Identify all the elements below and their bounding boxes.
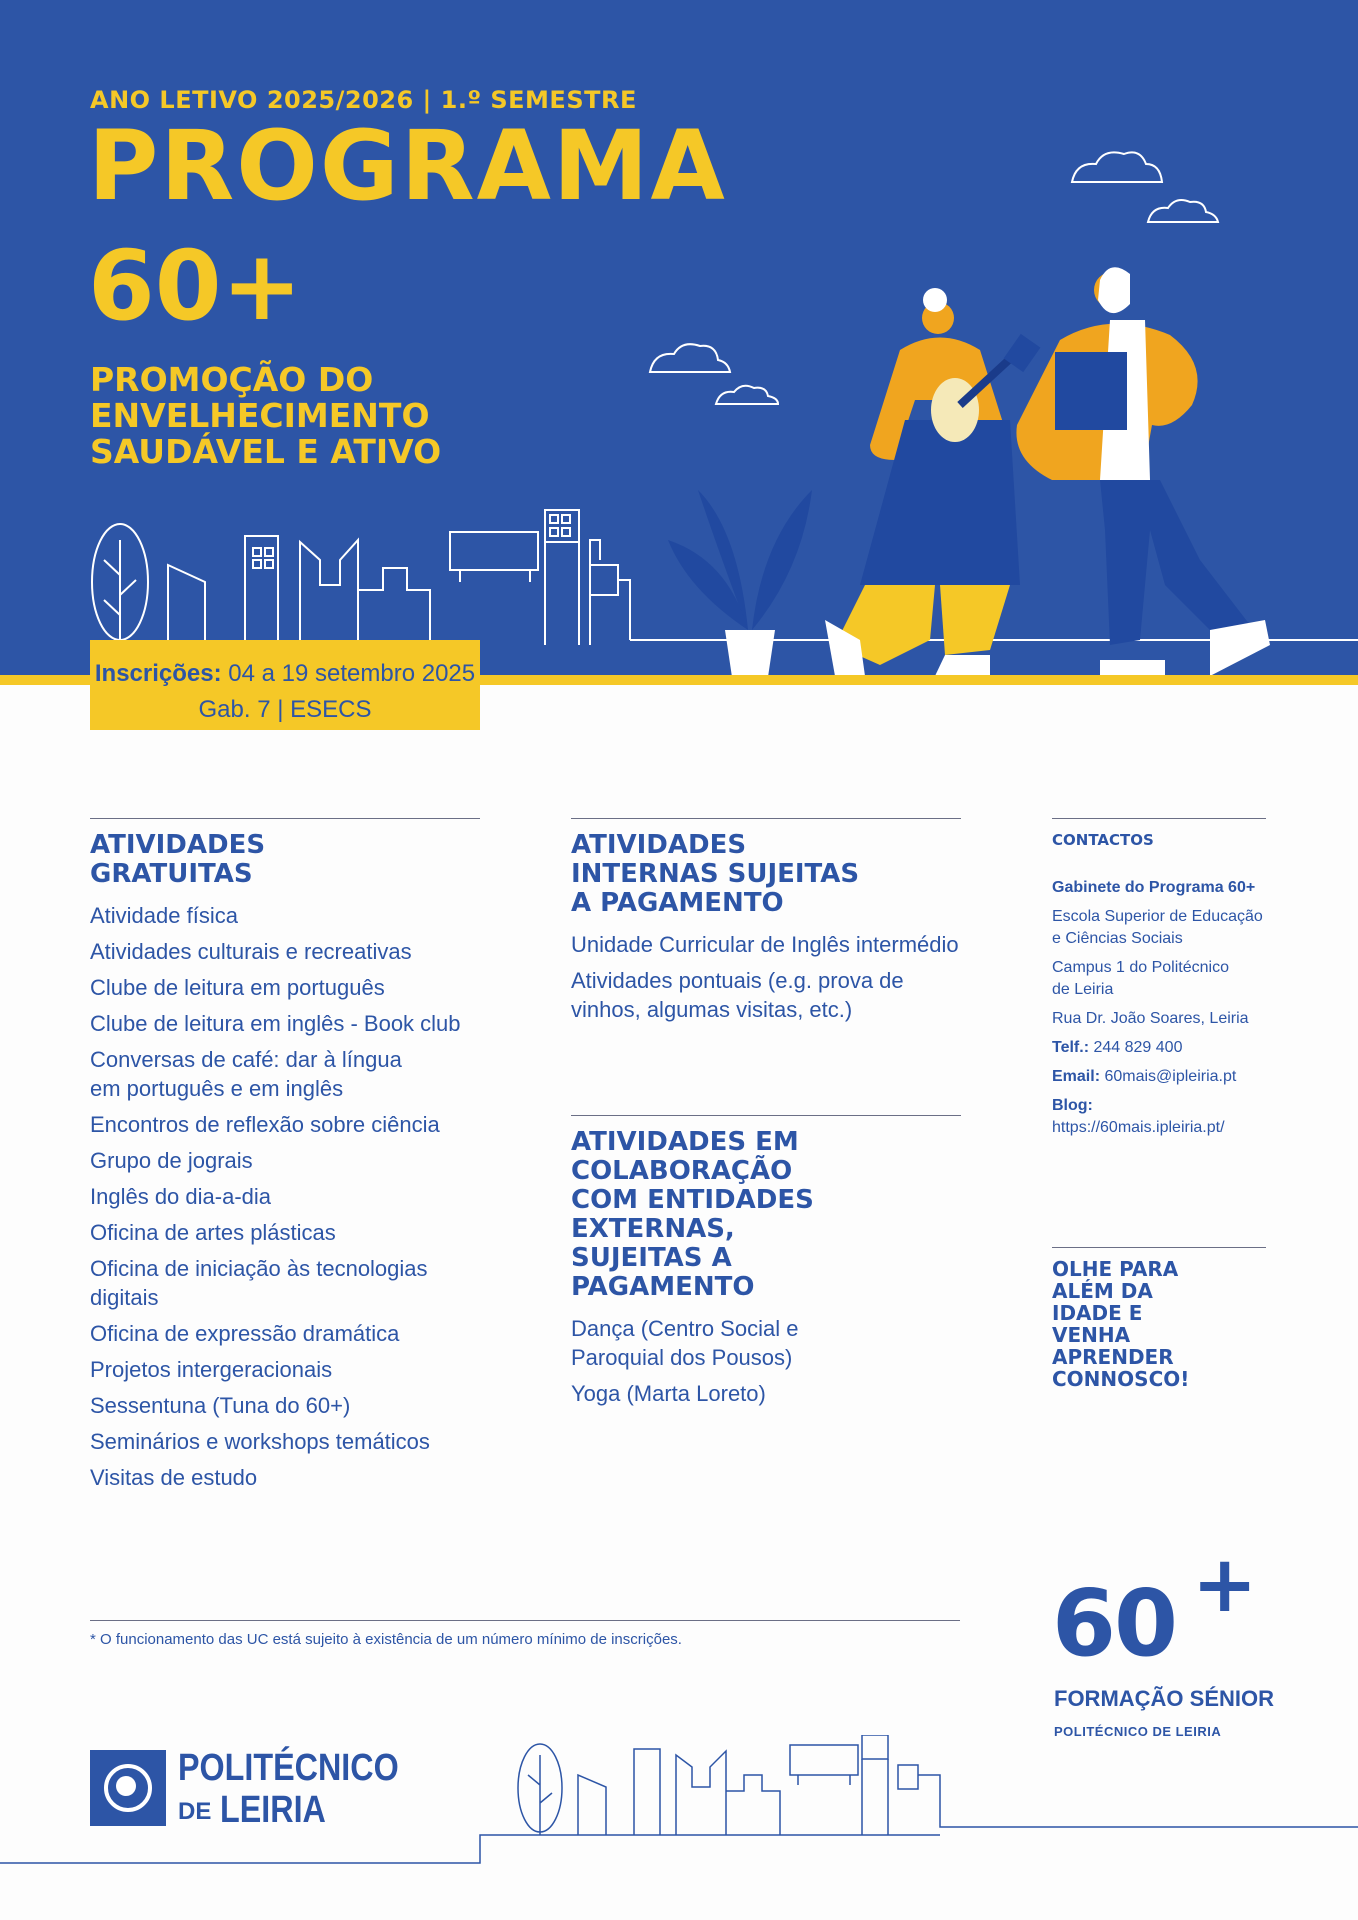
list-item: Atividades pontuais (e.g. prova de vinhos, algumas visitas, etc.) [571,968,904,1022]
heading-line: ATIVIDADES [90,830,266,860]
politecnico-de: DE [178,1798,212,1825]
slogan-line: CONNOSCO! [1052,1367,1190,1391]
slogan-line: VENHA [1052,1323,1131,1347]
heading-line: ATIVIDADES EM [571,1127,799,1157]
politecnico-leiria: LEIRIA [220,1789,326,1831]
slogan-section [1052,1247,1266,1390]
paid-external-heading [571,1128,961,1302]
divider [1052,818,1266,819]
slogan-line: APRENDER [1052,1345,1174,1369]
list-item: Seminários e workshops temáticos [90,1429,430,1454]
heading-line: COM ENTIDADES [571,1185,814,1215]
contacts-blog [1052,1095,1266,1139]
list-item: Sessentuna (Tuna do 60+) [90,1393,351,1418]
contacts-office: Gabinete do Programa 60+ [1052,879,1256,896]
paid-external-section [571,1115,961,1415]
registration-label: Inscrições: [94,660,222,687]
heading-line: INTERNAS SUJEITAS [571,859,860,889]
free-activities-section [90,818,480,1499]
phone-label: Telf.: [1052,1039,1090,1056]
list-item: Clube de leitura em inglês - Book club [90,1011,461,1036]
free-activities-heading [90,831,480,889]
blog-link[interactable]: https://60mais.ipleiria.pt/ [1052,1119,1225,1136]
slogan-line: IDADE E [1052,1301,1143,1325]
subtitle-line: PROMOÇÃO DO [90,360,374,399]
page-title-number: 60+ [88,230,303,342]
divider [571,818,961,819]
divider [90,818,480,819]
footer-skyline-illustration [0,1735,1358,1875]
list-item: Atividades culturais e recreativas [90,939,412,964]
plus-mark: + [1192,1540,1258,1630]
contacts-campus: Campus 1 do Politécnico de Leiria [1052,959,1229,998]
divider [1052,1247,1266,1248]
heading-line: PAGAMENTO [571,1272,755,1302]
heading-line: A PAGAMENTO [571,888,784,918]
contacts-school: Escola Superior de Educação e Ciências Sociais [1052,908,1263,947]
list-item: Oficina de expressão dramática [90,1321,400,1346]
politecnico-name: POLITÉCNICO [178,1747,399,1789]
slogan [1052,1258,1266,1390]
slogan-line: OLHE PARA [1052,1257,1179,1281]
heading-line: GRATUITAS [90,859,253,889]
registration-box [90,640,480,730]
formacao-title: FORMAÇÃO SÉNIOR [1054,1686,1274,1711]
registration-place: Gab. 7 | ESECS [198,696,372,723]
contacts-heading: CONTACTOS [1052,831,1154,849]
list-item: Dança (Centro Social e Paroquial dos Pousos) [571,1316,799,1370]
page-subtitle [90,362,610,470]
list-item: Inglês do dia-a-dia [90,1184,272,1209]
heading-line: EXTERNAS, [571,1214,735,1244]
heading-line: SUJEITAS A [571,1243,732,1273]
email-label: Email: [1052,1068,1101,1085]
paid-internal-heading [571,831,961,918]
contacts-email [1052,1066,1266,1088]
list-item: Projetos intergeracionais [90,1357,333,1382]
list-item: Atividade física [90,903,238,928]
blog-label: Blog: [1052,1097,1093,1114]
email-link[interactable]: 60mais@ipleiria.pt [1104,1068,1237,1085]
footnote-section [90,1620,960,1648]
list-item: Unidade Curricular de Inglês intermédio [571,932,959,957]
formacao-senior-logo [1052,1540,1292,1750]
subtitle-line: SAUDÁVEL E ATIVO [90,432,442,471]
list-item: Conversas de café: dar à língua em português e em inglês [90,1047,402,1101]
subtitle-line: ENVELHECIMENTO [90,396,430,435]
free-activities-list [90,901,480,1492]
list-item: Clube de leitura em português [90,975,385,1000]
contacts-phone [1052,1037,1266,1059]
list-item: Oficina de artes plásticas [90,1220,336,1245]
formacao-subtitle: POLITÉCNICO DE LEIRIA [1054,1724,1222,1739]
heading-line: ATIVIDADES [571,830,747,860]
registration-dates: 04 a 19 setembro 2025 [228,660,476,687]
contacts-address: Rua Dr. João Soares, Leiria [1052,1010,1249,1027]
page-title: PROGRAMA [88,110,727,222]
paid-internal-list [571,930,961,1024]
heading-line: COLABORAÇÃO [571,1156,793,1186]
list-item: Oficina de iniciação às tecnologias digitais [90,1256,428,1310]
divider [90,1620,960,1621]
phone-number[interactable]: 244 829 400 [1093,1039,1183,1056]
slogan-line: ALÉM DA [1052,1279,1153,1303]
paid-internal-section [571,818,961,1031]
list-item: Encontros de reflexão sobre ciência [90,1112,440,1137]
paid-external-list [571,1314,961,1408]
contacts-section [1052,818,1266,1146]
academic-year: ANO LETIVO 2025/2026 | 1.º SEMESTRE [90,86,637,114]
list-item: Visitas de estudo [90,1465,258,1490]
list-item: Grupo de jograis [90,1148,253,1173]
sixty-mark: 60 [1052,1570,1177,1677]
list-item: Yoga (Marta Loreto) [571,1381,766,1406]
divider [571,1115,961,1116]
footnote: * O funcionamento das UC está sujeito à existência de um número mínimo de inscrições. [90,1631,682,1648]
